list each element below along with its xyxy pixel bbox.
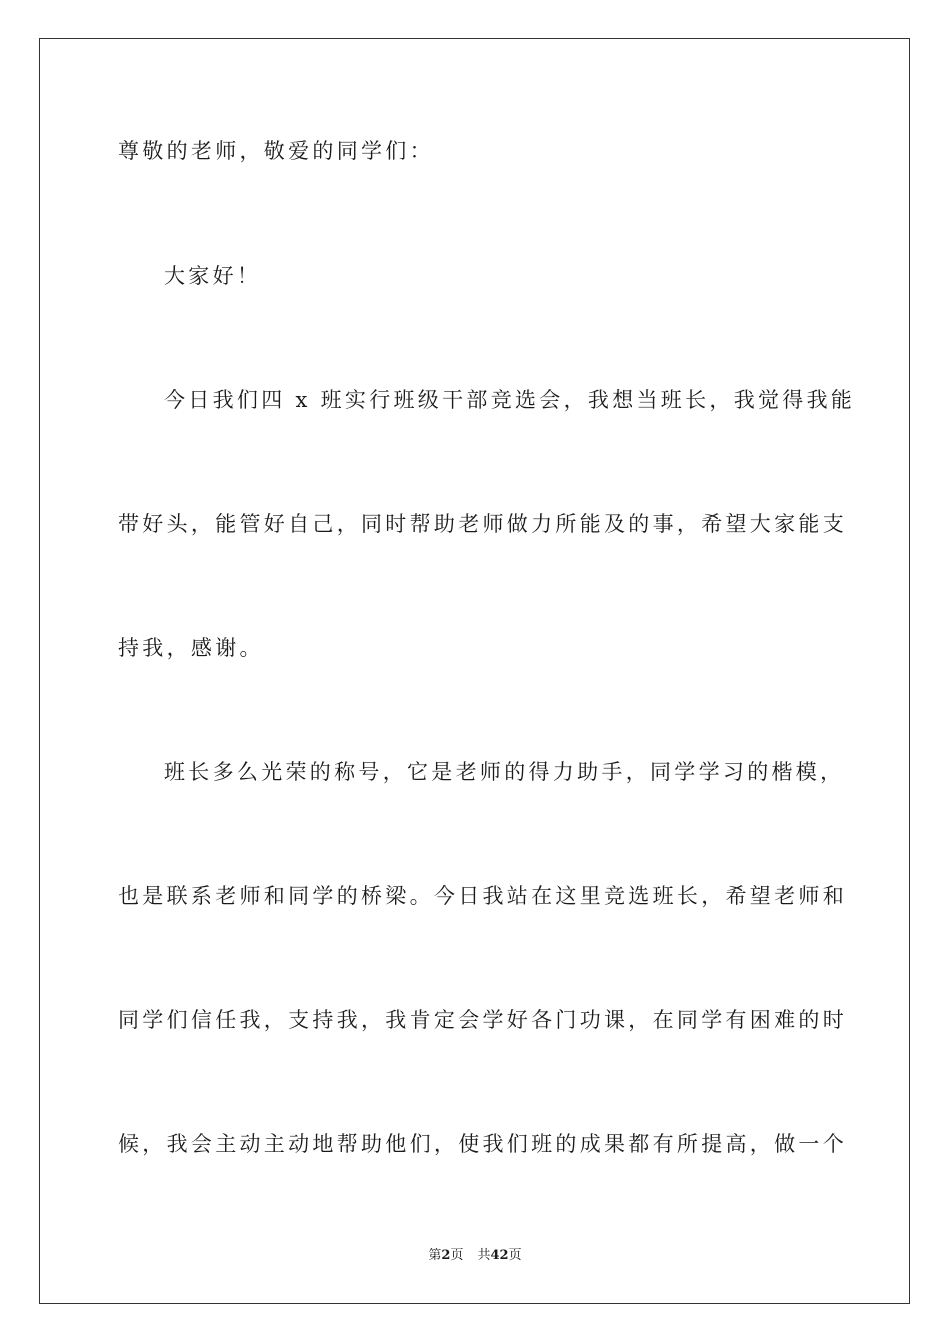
page-footer: [0, 1247, 950, 1265]
paragraph1-line3: 持我，感谢。: [118, 636, 264, 660]
page-number: 2: [441, 1248, 451, 1263]
paragraph1-line2: 带好头，能管好自己，同时帮助老师做力所能及的事，希望大家能支: [118, 512, 847, 536]
greeting-line: 尊敬的老师，敬爱的同学们：: [118, 139, 434, 163]
total-pages: 42: [490, 1248, 509, 1263]
page-frame: [39, 38, 910, 1304]
page-suffix: 页: [450, 1248, 464, 1263]
hello-line: 大家好！: [164, 264, 262, 288]
paragraph2-line3: 同学们信任我，支持我，我肯定会学好各门功课，在同学有困难的时: [118, 1008, 847, 1032]
paragraph2-line2: 也是联系老师和同学的桥梁。今日我站在这里竞选班长，希望老师和: [118, 884, 847, 908]
total-prefix: 共: [477, 1248, 491, 1263]
paragraph2-line4: 候，我会主动主动地帮助他们，使我们班的成果都有所提高，做一个: [118, 1132, 847, 1156]
paragraph2-line1: 班长多么光荣的称号，它是老师的得力助手，同学学习的楷模，: [164, 760, 845, 784]
page-prefix: 第: [428, 1248, 442, 1263]
paragraph1-line1: 今日我们四 x 班实行班级干部竞选会，我想当班长，我觉得我能: [164, 388, 856, 412]
total-suffix: 页: [508, 1248, 522, 1263]
